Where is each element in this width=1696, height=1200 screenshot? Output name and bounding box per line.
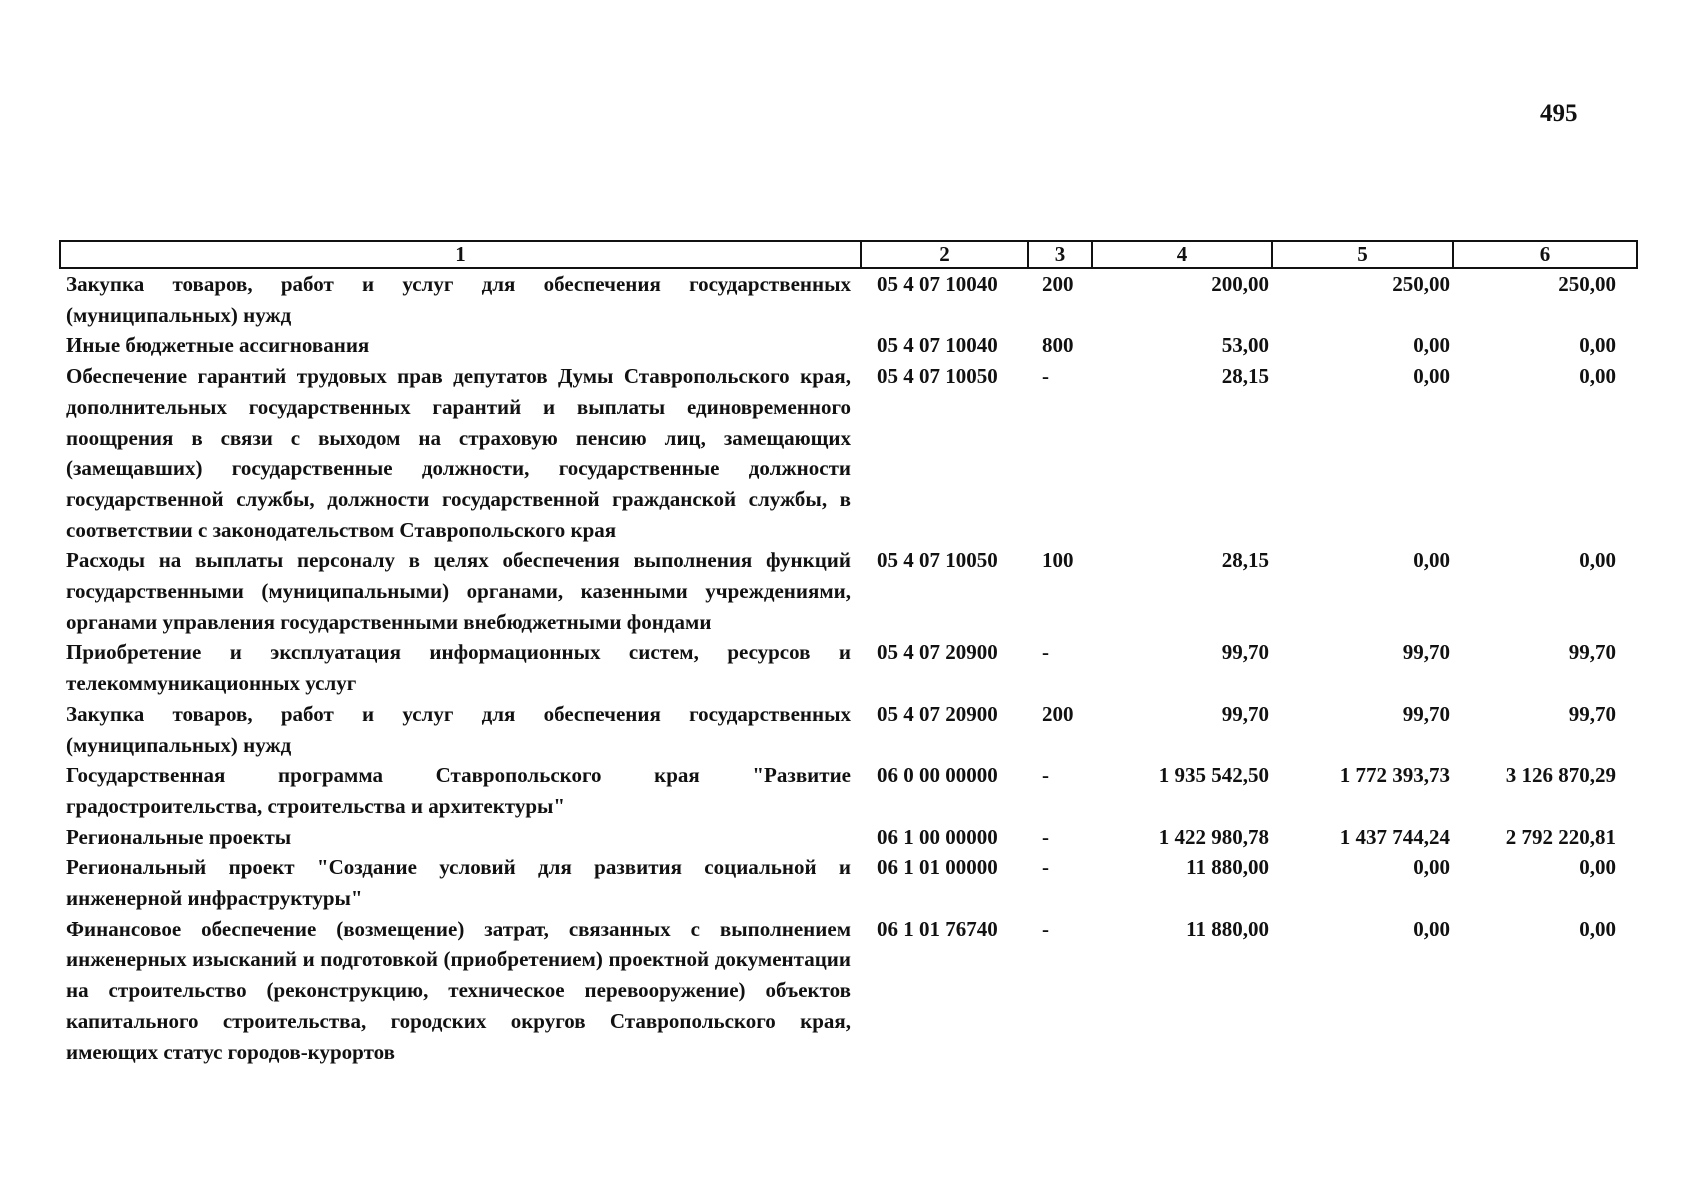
target-article-code: 05 4 07 10050 [877,364,998,389]
table-row [60,545,1637,637]
amount-column-5: 250,00 [1392,272,1450,296]
table-row [60,699,1637,760]
amount-column-6: 3 126 870,29 [1505,763,1616,788]
amount-column-6: 0,00 [1579,916,1616,941]
column-header-1: 1 [60,241,861,268]
expense-name: Расходы на выплаты персоналу в целях обеспечения выполнения функций государственными (муниципальными) органами, казенными учреждениями, органами управления государственными внебюджетными фондами [66,548,851,634]
expense-name: Закупка товаров, работ и услуг для обеспечения государственных (муниципальных) нужд [66,701,851,757]
expense-name: Иные бюджетные ассигнования [66,333,370,358]
amount-column-6: 0,00 [1579,855,1616,880]
amount-column-4: 99,70 [1221,701,1269,726]
amount-column-4: 99,70 [1221,640,1269,665]
expense-type-code: 200 [1042,701,1074,726]
amount-column-5: 99,70 [1402,701,1450,726]
expense-name: Региональный проект "Создание условий для развития социальной и инженерной инфраструктуры" [66,855,851,911]
amount-column-5: 0,00 [1413,855,1450,880]
amount-column-5: 0,00 [1413,548,1450,573]
expense-type-code: - [1042,763,1049,788]
expense-name: Закупка товаров, работ и услуг для обеспечения государственных (муниципальных) нужд [66,272,851,327]
page-number: 495 [1540,100,1578,127]
target-article-code: 05 4 07 10040 [877,333,998,358]
amount-column-6: 0,00 [1579,364,1616,389]
table-row [60,637,1637,698]
amount-column-6: 99,70 [1568,640,1616,665]
table-row [60,822,1637,853]
amount-column-4: 11 880,00 [1186,916,1269,941]
expense-name: Приобретение и эксплуатация информационных систем, ресурсов и телекоммуникационных услуг [66,640,851,696]
amount-column-5: 1 437 744,24 [1339,824,1450,849]
table-body [60,268,1637,1067]
expense-type-code: - [1042,640,1049,665]
amount-column-4: 28,15 [1221,364,1269,389]
table-row [60,330,1637,361]
target-article-code: 06 1 01 76740 [877,916,998,941]
expense-name: Государственная программа Ставропольского края "Развитие градостроительства, строительства и архитектуры" [66,763,851,818]
expense-type-code: 200 [1042,272,1074,296]
amount-column-5: 0,00 [1413,916,1450,941]
amount-column-4: 11 880,00 [1186,855,1269,880]
table-row [60,914,1637,1068]
amount-column-4: 53,00 [1221,333,1269,358]
expense-type-code: 100 [1042,548,1074,573]
amount-column-4: 1 422 980,78 [1158,824,1269,849]
amount-column-5: 1 772 393,73 [1339,763,1450,788]
target-article-code: 05 4 07 20900 [877,701,998,726]
target-article-code: 06 1 00 00000 [877,824,998,849]
budget-table [59,240,1638,1067]
table-row [60,852,1637,913]
expense-type-code: - [1042,855,1049,880]
table-header [60,241,1637,268]
amount-column-4: 1 935 542,50 [1158,763,1269,788]
table-row [60,361,1637,545]
target-article-code: 06 0 00 00000 [877,763,998,788]
expense-name: Обеспечение гарантий трудовых прав депутатов Думы Ставропольского края, дополнительных государственных гарантий и выплаты единовременного поощрения в связи с выходом на страховую пенсию лиц, замещающих (замещавших) государственные должности, государственные должности государственной службы, должности государственной гражданской службы, в соответствии с законодательством Ставропольского края [66,364,851,542]
header-row [60,241,1637,268]
amount-column-6: 0,00 [1579,333,1616,358]
expense-type-code: - [1042,824,1049,849]
amount-column-6: 250,00 [1558,272,1616,296]
column-header-4: 4 [1092,241,1272,268]
target-article-code: 05 4 07 20900 [877,640,998,665]
column-header-3: 3 [1028,241,1092,268]
target-article-code: 05 4 07 10040 [877,272,998,296]
column-header-5: 5 [1272,241,1453,268]
column-header-6: 6 [1453,241,1637,268]
amount-column-5: 0,00 [1413,364,1450,389]
expense-type-code: 800 [1042,333,1074,358]
column-header-2: 2 [861,241,1028,268]
amount-column-5: 0,00 [1413,333,1450,358]
amount-column-4: 200,00 [1211,272,1269,296]
expense-name: Финансовое обеспечение (возмещение) затрат, связанных с выполнением инженерных изысканий и подготовкой (приобретением) проектной документации на строительство (реконструкцию, техническое перевооружение) объектов капитального строительства, городских округов Ставропольского края, имеющих статус городов-курортов [66,916,851,1064]
amount-column-5: 99,70 [1402,640,1450,665]
target-article-code: 06 1 01 00000 [877,855,998,880]
amount-column-4: 28,15 [1221,548,1269,573]
amount-column-6: 0,00 [1579,548,1616,573]
expense-name: Региональные проекты [66,824,292,849]
table-row [60,760,1637,821]
table-row [60,268,1637,330]
amount-column-6: 2 792 220,81 [1505,824,1616,849]
expense-type-code: - [1042,916,1049,941]
expense-type-code: - [1042,364,1049,389]
target-article-code: 05 4 07 10050 [877,548,998,573]
amount-column-6: 99,70 [1568,701,1616,726]
